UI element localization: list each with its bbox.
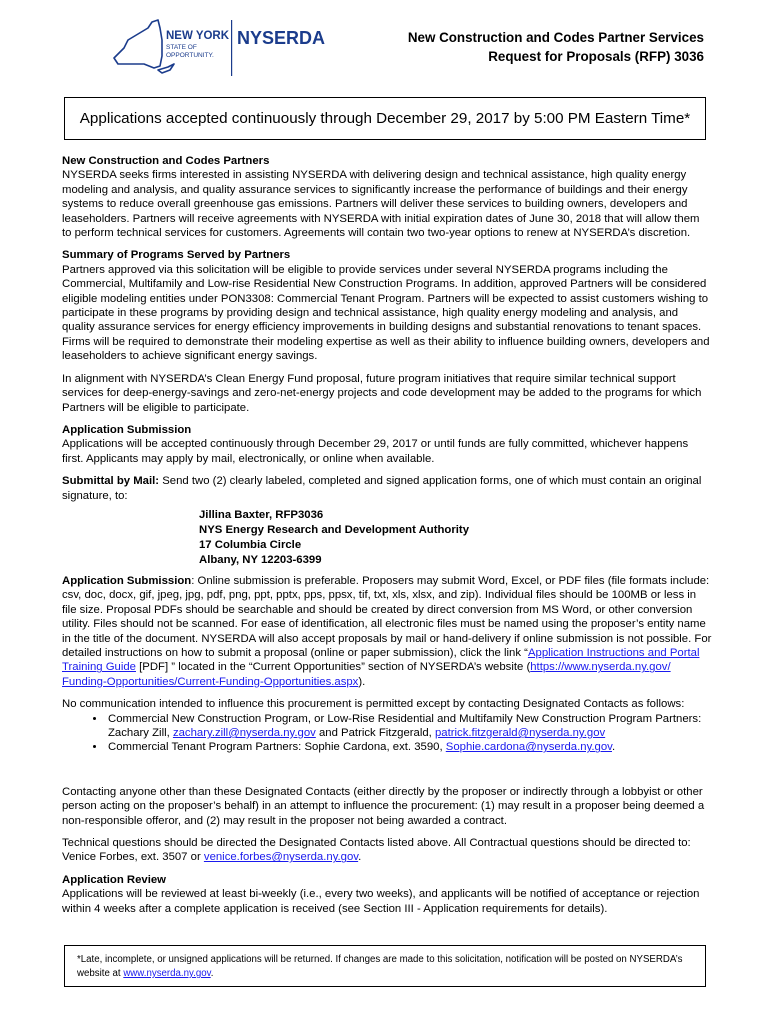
nyserda-website-link[interactable]: www.nyserda.ny.gov — [123, 968, 211, 979]
paragraph-contacts-intro: No communication intended to influence this procurement is permitted except by contacting Designated Contacts as follows: — [62, 698, 685, 711]
contacts-list — [62, 712, 712, 755]
paragraph-online-submission — [62, 574, 712, 689]
section-heading-submission: Application Submission — [62, 423, 192, 436]
logo-divider — [231, 20, 232, 76]
new-york-state-outline-icon — [114, 20, 174, 73]
logo-state-line2: STATE OF — [166, 44, 197, 51]
paragraph-submission: Applications will be accepted continuously through December 29, 2017 or until funds are fully committed, whichever happens first. Applicants may apply by mail, electronically, or online when available. — [62, 438, 689, 465]
footnote-text: . — [210, 968, 214, 979]
header-title: New Construction and Codes Partner Services — [407, 30, 704, 45]
document-header — [408, 28, 704, 66]
mail-text: Send two (2) clearly labeled, completed and signed application forms, one of which must contain an original signature, to: — [62, 475, 702, 502]
instructions-link[interactable]: Application Instructions and Portal Training Guide — [62, 646, 700, 674]
list-item — [106, 712, 712, 741]
logo-state-line3: OPPORTUNITY. — [166, 52, 214, 59]
logo-state-line1: NEW YORK — [166, 30, 230, 42]
funding-opportunities-link[interactable]: https://www.nyserda.ny.gov/ Funding-Opportunities/Current-Funding-Opportunities.aspx — [62, 661, 671, 688]
paragraph-contact-warning: Contacting anyone other than these Designated Contacts (either directly by the proposer or indirectly through a lobbyist or other person acting on the proposer’s behalf) in an attempt to influence the procurement: (1) may result in a proposer being deemed a non-responsible offeror, and (2) may result in the proposer not being awarded a contract. — [62, 785, 705, 827]
patrick-email-link[interactable]: patrick.fitzgerald@nyserda.ny.gov — [434, 727, 606, 739]
online-submission-text-3: ). — [358, 675, 366, 688]
address-line: NYS Energy Research and Development Authority — [199, 523, 470, 536]
header-rfp: Request for Proposals (RFP) 3036 — [488, 49, 704, 64]
section-heading-programs: Summary of Programs Served by Partners — [62, 249, 291, 262]
contact-text: Commercial Tenant Program Partners: Sophie Cardona, ext. 3590, — [108, 741, 446, 754]
mail-label: Submittal by Mail: — [62, 475, 160, 488]
paragraph-partners: NYSERDA seeks firms interested in assisting NYSERDA with delivering design and technical assistance, high quality energy modeling and analysis, and quality assurance services to significantly increase the performance of buildings and their energy systems to reduce overall greenhouse gas emissions. Partners will deliver these services to building owners, developers and leaseholders. Partners will receive agreements with NYSERDA with initial expiration dates of June 30, 2018 that will allow them to perform technical services for customers. Agreements will contain two two-year options to renew at NYSERDA’s discretion. — [62, 169, 700, 240]
deadline-banner: Applications accepted continuously through December 29, 2017 by 5:00 PM Eastern Time* — [64, 97, 706, 140]
zachary-email-link[interactable]: zachary.zill@nyserda.ny.gov — [172, 727, 316, 739]
logo-agency: NYSERDA — [237, 28, 326, 48]
section-heading-partners: New Construction and Codes Partners — [62, 155, 270, 167]
address-line: Jillina Baxter, RFP3036 — [199, 508, 324, 521]
questions-text: Technical questions should be directed the Designated Contacts listed above. All Contractual questions should be directed to: Venice Forbes, ext. 3507 or — [62, 837, 691, 864]
paragraph-clean-energy: In alignment with NYSERDA’s Clean Energy Fund proposal, future program initiatives that require similar technical support services for deep-energy-savings and zero-net-energy projects and code development may be added to the programs for which Partners will be eligible to participate. — [62, 372, 702, 414]
contact-text: and Patrick Fitzgerald, — [315, 727, 435, 739]
contact-text: . — [612, 741, 616, 754]
paragraph-technical-questions — [62, 836, 712, 865]
paragraph-review: Applications will be reviewed at least bi-weekly (i.e., every two weeks), and applicants will be notified of acceptance or rejection within 4 weeks after a complete application is received (see Section III - Application requirements for details). — [62, 888, 700, 915]
online-submission-label: Application Submission — [62, 574, 192, 587]
footnote-text: *Late, incomplete, or unsigned applications will be returned. If changes are made to this solicitation, notification will be posted on NYSERDA’s website at — [77, 954, 683, 979]
document-body — [62, 154, 712, 916]
venice-email-link[interactable]: venice.forbes@nyserda.ny.gov — [203, 851, 359, 864]
list-item — [106, 740, 712, 754]
nyserda-logo — [104, 18, 344, 80]
address-line: 17 Columbia Circle — [199, 538, 302, 551]
section-heading-review: Application Review — [62, 873, 167, 886]
contact-text: Commercial New Construction Program, or Low-Rise Residential and Multifamily New Construction Program Partners: Zachary Zill, — [108, 712, 702, 739]
sophie-email-link[interactable]: Sophie.cardona@nyserda.ny.gov — [445, 741, 612, 754]
questions-text: . — [358, 851, 362, 864]
online-submission-text-2: [PDF] ” located in the “Current Opportunities” section of NYSERDA’s website ( — [135, 661, 531, 674]
mailing-address — [199, 508, 712, 568]
address-line: Albany, NY 12203-6399 — [199, 553, 322, 566]
paragraph-programs: Partners approved via this solicitation will be eligible to provide services under several NYSERDA programs including the Commercial, Multifamily and Low-rise Residential New Construction Programs. In addition, approved Partners will be considered eligible modeling entities under PON3308: Commercial Tenant Program. Partners will be expected to assist customers wishing to participate in these programs by providing design and technical assistance, high quality energy modeling and analysis, and quality assurance services for energy efficiency improvements in building designs and substantial renovations to tenant spaces. Firms will be required to demonstrate their modeling expertise as well as their ability to influence building owners, developers and leaseholders to achieve significant energy savings. — [62, 263, 710, 363]
paragraph-mail — [62, 474, 712, 503]
online-submission-text: : Online submission is preferable. Proposers may submit Word, Excel, or PDF files (file formats include: csv, doc, docx, gif, jpeg, jpg, pdf, png, ppt, pptx, pps, ppsx, tif, txt, xls, xlsx, and zip). Individual files should be 100MB or less in file size. Proposal PDFs should be searchable and should be created by direct conversion from MS Word, or other conversion utility. Files should not be scanned. For ease of identification, all electronic files must be named using the proposer’s entity name in the title of the document. NYSERDA will also accept proposals by mail or hand-delivery if online submission is not possible. For detailed instructions on how to submit a proposal (online or paper submission), click the link “ — [62, 574, 712, 659]
footnote-box — [64, 945, 706, 987]
